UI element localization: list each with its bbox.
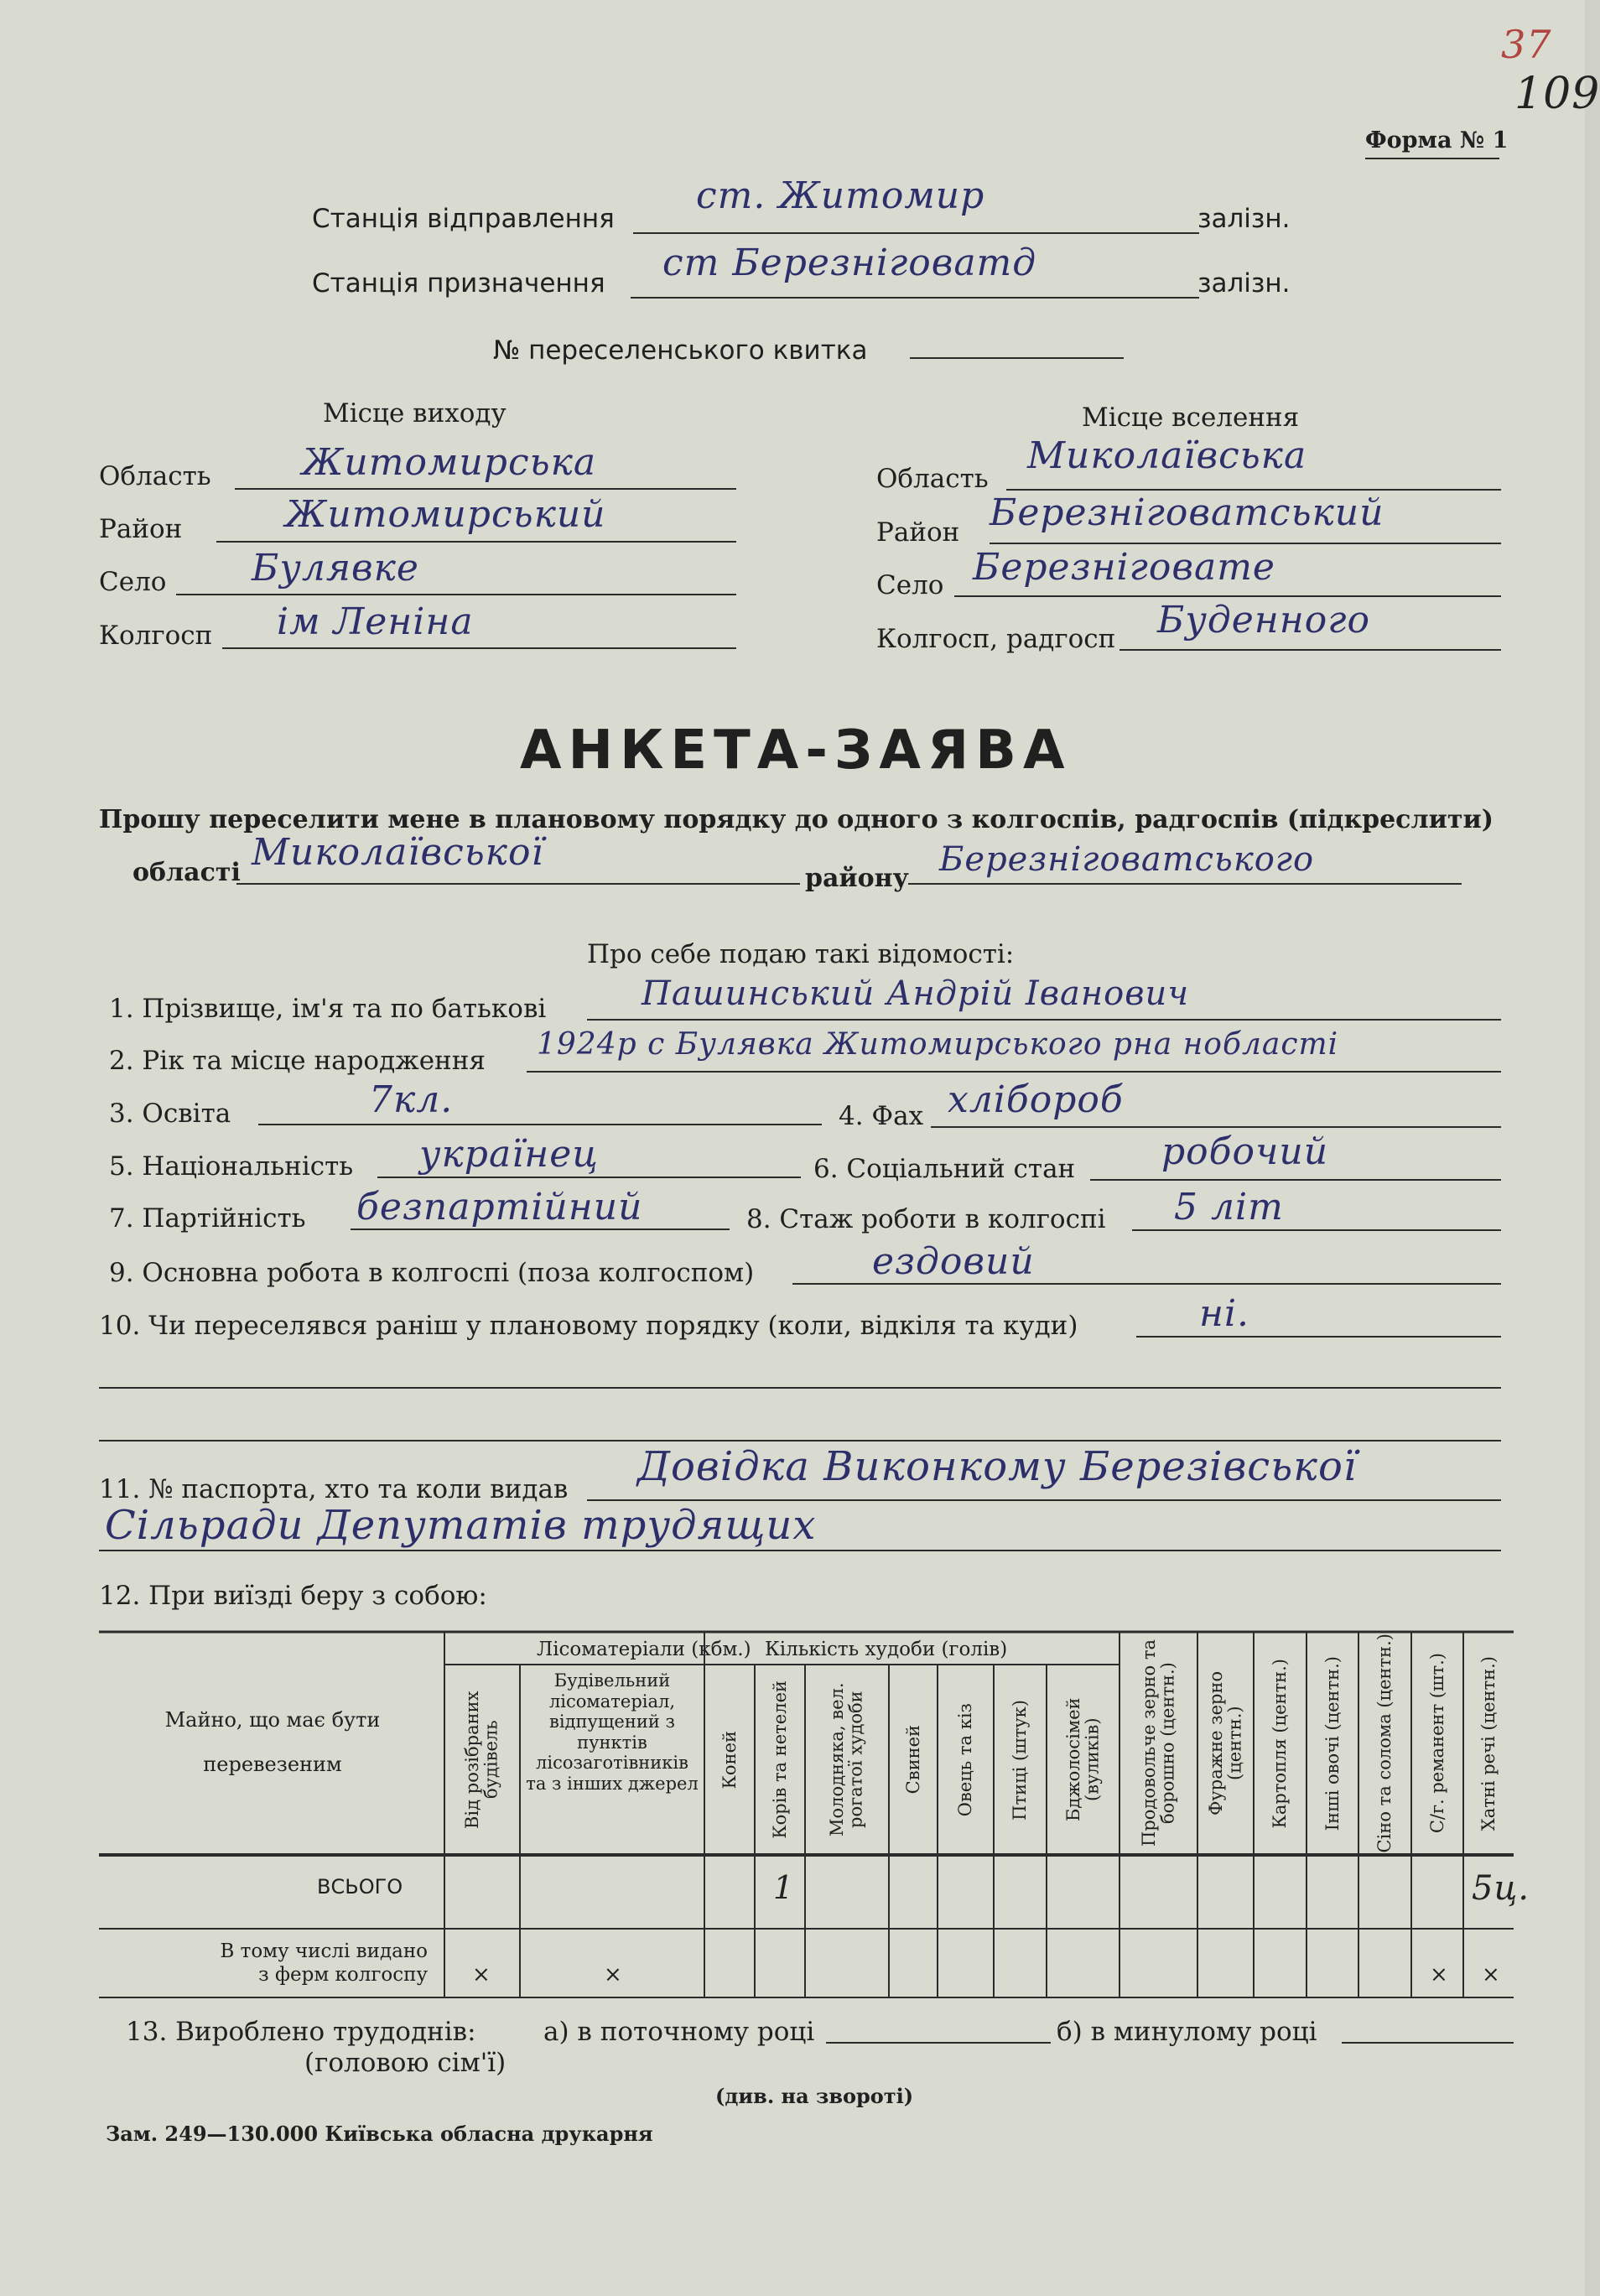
- q5-value: українец: [419, 1133, 599, 1176]
- document-title: АНКЕТА-ЗАЯВА: [520, 719, 1072, 782]
- q8-label: 8. Стаж роботи в колгоспі: [746, 1204, 1106, 1234]
- issued-row-label: В тому числі видано з ферм колгоспу: [220, 1940, 428, 1986]
- q7-label: 7. Партійність: [109, 1203, 306, 1234]
- q7-value: безпартійний: [356, 1186, 643, 1229]
- about-self-heading: Про себе подаю такі відомості:: [587, 939, 1015, 969]
- total-cows-value: 1: [773, 1869, 795, 1906]
- from-village-label: Село: [99, 567, 167, 597]
- q3-value: 7кл.: [369, 1078, 454, 1121]
- ticket-number-label: № переселенського квитка: [493, 335, 868, 366]
- col-header-potatoes: Картопля (центн.): [1270, 1658, 1291, 1829]
- destination-rail-label: залізн.: [1197, 268, 1291, 299]
- col-header-fodder-grain: Фуражне зерно (центн.): [1205, 1670, 1245, 1816]
- settlement-place-heading: Місце вселення: [1082, 403, 1300, 433]
- col-header-horses: Коней: [719, 1730, 740, 1790]
- col-header-food-grain: Продовольче зерно та борошно (центн.): [1138, 1639, 1178, 1847]
- see-reverse-note: (див. на звороті): [715, 2084, 914, 2108]
- to-district-value: Березніговатський: [990, 491, 1384, 534]
- q10-value: ні.: [1199, 1292, 1250, 1335]
- from-oblast-label: Область: [99, 461, 211, 491]
- total-household-items-value: 5ц.: [1472, 1869, 1530, 1908]
- property-column-header: Майно, що має бути перевезеним: [164, 1708, 381, 1776]
- q2-label: 2. Рік та місце народження: [109, 1046, 486, 1076]
- q10-label: 10. Чи переселявся раніш у плановому порядку (коли, відкіля та куди): [99, 1311, 1078, 1341]
- request-oblast-label: області: [132, 858, 241, 887]
- timber-group-header: Лісоматеріали (кбм.): [537, 1639, 751, 1660]
- request-oblast-value: Миколаївської: [252, 831, 544, 874]
- q13-current-year-label: а) в поточному році: [543, 2017, 815, 2047]
- from-kolkhoz-value: ім Леніна: [277, 600, 474, 643]
- to-village-label: Село: [876, 570, 944, 600]
- q9-value: ездовий: [872, 1240, 1035, 1283]
- livestock-group-header: Кількість худоби (голів): [765, 1639, 1008, 1660]
- q4-value: хлібороб: [948, 1078, 1124, 1121]
- q11-value-line2: Сільради Депутатів трудящих: [105, 1502, 817, 1549]
- from-oblast-value: Житомирська: [302, 441, 597, 484]
- total-row-label: ВСЬОГО: [317, 1875, 403, 1899]
- to-kolkhoz-value: Буденного: [1157, 599, 1370, 642]
- departure-station-label: Станція відправлення: [312, 204, 615, 234]
- q9-label: 9. Основна робота в колгоспі (поза колгоспом): [109, 1258, 755, 1288]
- q5-label: 5. Національність: [109, 1151, 354, 1182]
- departure-station-value: ст. Житомир: [696, 174, 985, 217]
- col-header-building-timber: Будівельний лісоматеріал, відпущений з пунктів лісозаготівників та з інших джерел: [526, 1670, 699, 1794]
- col-header-birds: Птиці (штук): [1010, 1699, 1031, 1821]
- q11-value-line1: Довідка Виконкому Березівської: [637, 1443, 1358, 1490]
- destination-station-label: Станція призначення: [312, 268, 605, 299]
- q11-label: 11. № паспорта, хто та коли видав: [99, 1474, 569, 1504]
- q13-sublabel: (головою сім'ї): [304, 2048, 506, 2078]
- request-district-value: Березніговатського: [939, 840, 1315, 879]
- request-district-label: району: [805, 864, 909, 893]
- from-village-value: Булявке: [252, 547, 419, 590]
- sheet-number: 109: [1514, 69, 1600, 119]
- col-header-dismantled: Від розібраних будівель: [462, 1691, 501, 1829]
- from-district-value: Житомирський: [285, 493, 606, 536]
- printer-imprint: Зам. 249—130.000 Київська обласна друкарня: [106, 2122, 653, 2146]
- q6-label: 6. Соціальний стан: [813, 1154, 1076, 1184]
- to-oblast-value: Миколаївська: [1027, 434, 1307, 477]
- issued-household-items-mark: ×: [1482, 1962, 1500, 1987]
- q2-value: 1924р с Булявка Житомирського рна нобласті: [537, 1027, 1339, 1062]
- archive-mark: 37: [1501, 22, 1552, 67]
- from-district-label: Район: [99, 514, 183, 544]
- departure-place-heading: Місце виходу: [323, 398, 506, 429]
- q13-label: 13. Вироблено трудоднів:: [126, 2017, 476, 2047]
- col-header-agri-tools: С/г. реманент (шт.): [1426, 1653, 1447, 1834]
- to-oblast-label: Область: [876, 464, 989, 494]
- q1-value: Пашинський Андрій Іванович: [642, 974, 1190, 1013]
- q4-label: 4. Фах: [839, 1101, 924, 1131]
- col-header-cows: Корів та нетелей: [769, 1680, 790, 1839]
- col-header-pigs: Свиней: [902, 1725, 923, 1795]
- q13-last-year-label: б) в минулому році: [1057, 2017, 1317, 2047]
- col-header-household-items: Хатні речі (центн.): [1478, 1655, 1499, 1831]
- form-number: Форма № 1: [1365, 127, 1509, 153]
- destination-station-value: ст Березніговатд: [662, 242, 1037, 284]
- q8-value: 5 літ: [1174, 1186, 1284, 1229]
- q6-value: робочий: [1161, 1130, 1329, 1173]
- to-kolkhoz-label: Колгосп, радгосп: [876, 624, 1116, 654]
- issued-building-timber-mark: ×: [604, 1962, 622, 1987]
- col-header-other-vegetables: Інші овочі (центн.): [1322, 1655, 1343, 1831]
- request-text: Прошу переселити мене в плановому порядку до одного з колгоспів, радгоспів (підкреслити): [99, 805, 1494, 834]
- col-header-hay-straw: Сіно та солома (центн.): [1374, 1634, 1395, 1853]
- to-district-label: Район: [876, 517, 960, 548]
- issued-dismantled-mark: ×: [472, 1962, 491, 1987]
- col-header-bee-families: Бджолосімей (вуликів): [1062, 1697, 1103, 1822]
- to-village-value: Березніговате: [973, 546, 1275, 589]
- col-header-young-cattle: Молодняка, вел. рогатої худоби: [827, 1682, 866, 1837]
- departure-rail-label: залізн.: [1197, 204, 1291, 234]
- q1-label: 1. Прізвище, ім'я та по батькові: [109, 994, 547, 1024]
- q12-label: 12. При виїзді беру з собою:: [99, 1581, 487, 1611]
- from-kolkhoz-label: Колгосп: [99, 621, 213, 651]
- col-header-sheep-goats: Овець та кіз: [955, 1702, 976, 1817]
- issued-agri-tools-mark: ×: [1430, 1962, 1448, 1987]
- q3-label: 3. Освіта: [109, 1099, 231, 1129]
